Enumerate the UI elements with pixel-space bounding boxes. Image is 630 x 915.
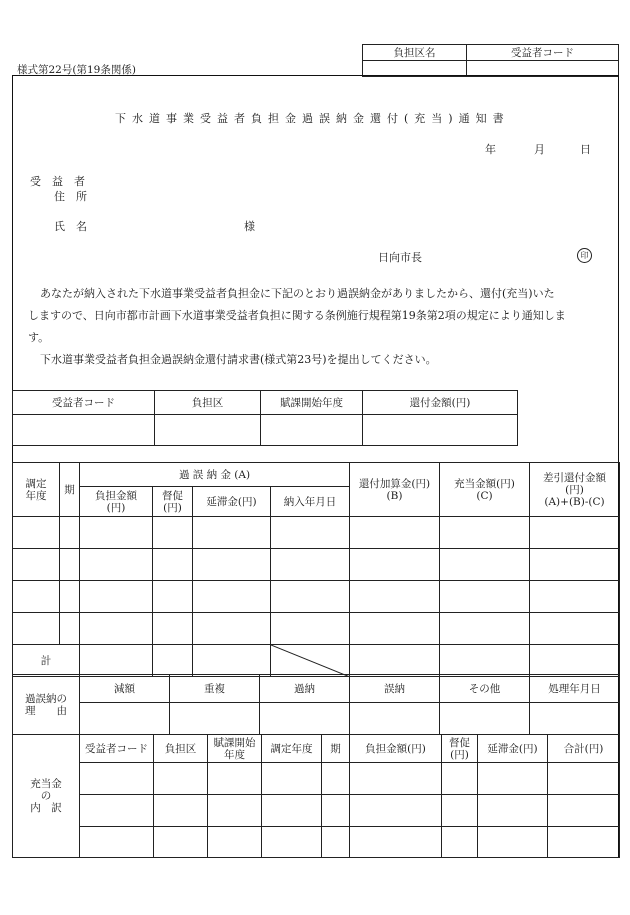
- header-box-label-area: 負担区名: [363, 45, 467, 61]
- cell[interactable]: [80, 795, 154, 827]
- breakdown-header-period: 期: [322, 735, 350, 763]
- table-row: [13, 827, 620, 858]
- summary-cell[interactable]: [261, 415, 363, 446]
- cell[interactable]: [442, 827, 478, 858]
- document-title: 下水道事業受益者負担金過誤納金還付(充当)通知書: [115, 112, 510, 125]
- breakdown-header-charge: 負担金額(円): [350, 735, 442, 763]
- reason-header-overpaid: 過納: [260, 675, 350, 703]
- cell[interactable]: [80, 703, 170, 735]
- subcol-payment-date: 納入年月日: [271, 487, 350, 517]
- notice-line-2: しますので、日向市都市計画下水道事業受益者負担に関する条例施行規程第19条第2項の規定により通知しま: [28, 309, 566, 322]
- cell[interactable]: [350, 549, 440, 581]
- cell[interactable]: [13, 549, 60, 581]
- breakdown-header-late-fee: 延滞金(円): [478, 735, 548, 763]
- cell[interactable]: [80, 645, 153, 677]
- subcol-reminder: 督促 (円): [153, 487, 193, 517]
- cell[interactable]: [60, 613, 80, 645]
- table-row: [13, 581, 620, 613]
- breakdown-header-area: 負担区: [154, 735, 208, 763]
- subcol-charge-amount: 負担金額 (円): [80, 487, 153, 517]
- breakdown-header-start-year: 賦課開始 年度: [208, 735, 262, 763]
- cell[interactable]: [271, 549, 350, 581]
- date-day-label: 日: [580, 143, 591, 156]
- cell[interactable]: [153, 581, 193, 613]
- summary-cell[interactable]: [13, 415, 155, 446]
- cell[interactable]: [350, 517, 440, 549]
- cell[interactable]: [322, 763, 350, 795]
- cell[interactable]: [193, 645, 271, 677]
- breakdown-header-assessment-year: 調定年度: [262, 735, 322, 763]
- cell[interactable]: [153, 549, 193, 581]
- cell[interactable]: [440, 613, 530, 645]
- cell[interactable]: [271, 613, 350, 645]
- reason-header-processed-date: 処理年月日: [530, 675, 620, 703]
- cell[interactable]: [13, 613, 60, 645]
- col-net-refund: 差引還付金額 (円) (A)+(B)-(C): [530, 463, 620, 517]
- cell[interactable]: [440, 703, 530, 735]
- breakdown-table: [12, 734, 620, 858]
- cell[interactable]: [80, 827, 154, 858]
- cell[interactable]: [350, 645, 440, 677]
- col-period: 期: [60, 463, 80, 517]
- cell[interactable]: [170, 703, 260, 735]
- cell[interactable]: [60, 549, 80, 581]
- cell[interactable]: [322, 827, 350, 858]
- cell[interactable]: [442, 795, 478, 827]
- date-year-label: 年: [485, 143, 496, 156]
- cell[interactable]: [350, 795, 442, 827]
- seal-icon: 印: [577, 248, 592, 263]
- date-month-label: 月: [534, 143, 545, 156]
- reason-header-other: その他: [440, 675, 530, 703]
- cell[interactable]: [80, 613, 153, 645]
- col-applied-amount: 充当金額(円) (C): [440, 463, 530, 517]
- notice-line-1: あなたが納入された下水道事業受益者負担金に下記のとおり過誤納金がありましたから、還付(充当)いた: [40, 287, 555, 300]
- breakdown-header-reminder: 督促 (円): [442, 735, 478, 763]
- cell[interactable]: [262, 795, 322, 827]
- cell[interactable]: [548, 827, 620, 858]
- table-row: [13, 613, 620, 645]
- diagonal-line: [271, 645, 350, 677]
- table-row: [13, 763, 620, 795]
- cell[interactable]: [350, 763, 442, 795]
- group-overpayment: 過 誤 納 金 (A): [80, 463, 350, 487]
- cell[interactable]: [193, 517, 271, 549]
- cell[interactable]: [440, 549, 530, 581]
- cell[interactable]: [262, 763, 322, 795]
- diagonal-cell: [271, 645, 350, 677]
- total-row: [13, 645, 620, 677]
- cell[interactable]: [530, 613, 620, 645]
- cell[interactable]: [548, 763, 620, 795]
- table-row: [13, 795, 620, 827]
- cell[interactable]: [262, 827, 322, 858]
- cell[interactable]: [530, 645, 620, 677]
- subcol-late-fee: 延滞金(円): [193, 487, 271, 517]
- cell[interactable]: [80, 581, 153, 613]
- cell[interactable]: [193, 581, 271, 613]
- col-assessment-year: 調定 年度: [13, 463, 60, 517]
- col-refund-addition: 還付加算金(円) (B): [350, 463, 440, 517]
- cell[interactable]: [13, 581, 60, 613]
- cell[interactable]: [478, 763, 548, 795]
- cell[interactable]: [154, 795, 208, 827]
- cell[interactable]: [153, 645, 193, 677]
- cell[interactable]: [153, 517, 193, 549]
- summary-cell[interactable]: [155, 415, 261, 446]
- reason-table: [12, 674, 620, 735]
- cell[interactable]: [208, 827, 262, 858]
- cell[interactable]: [271, 517, 350, 549]
- breakdown-header-total: 合計(円): [548, 735, 620, 763]
- breakdown-label: 充当金 の 内 訳: [13, 735, 80, 858]
- beneficiary-label: 受 益 者: [30, 175, 85, 188]
- cell[interactable]: [350, 703, 440, 735]
- cell[interactable]: [530, 581, 620, 613]
- cell[interactable]: [208, 795, 262, 827]
- cell[interactable]: [530, 549, 620, 581]
- cell[interactable]: [80, 549, 153, 581]
- header-box-label-code: 受益者コード: [467, 45, 619, 61]
- cell[interactable]: [13, 517, 60, 549]
- cell[interactable]: [193, 613, 271, 645]
- cell[interactable]: [153, 613, 193, 645]
- table-row: [13, 549, 620, 581]
- cell[interactable]: [440, 581, 530, 613]
- summary-header-code: 受益者コード: [13, 391, 155, 415]
- cell[interactable]: [440, 517, 530, 549]
- cell[interactable]: [154, 827, 208, 858]
- form-number: 様式第22号(第19条関係): [17, 64, 136, 76]
- cell[interactable]: [193, 549, 271, 581]
- cell[interactable]: [60, 517, 80, 549]
- cell[interactable]: [350, 827, 442, 858]
- summary-header-refund-amount: 還付金額(円): [363, 391, 518, 415]
- summary-header-start-year: 賦課開始年度: [261, 391, 363, 415]
- name-label: 氏 名: [54, 220, 87, 233]
- honorific-label: 様: [244, 220, 255, 233]
- cell[interactable]: [440, 645, 530, 677]
- overpayment-table: [12, 462, 620, 677]
- reason-header-duplicate: 重複: [170, 675, 260, 703]
- cell[interactable]: [154, 763, 208, 795]
- breakdown-header-code: 受益者コード: [80, 735, 154, 763]
- notice-line-4: 下水道事業受益者負担金過誤納金還付請求書(様式第23号)を提出してください。: [40, 353, 437, 366]
- table-row: [13, 517, 620, 549]
- header-code-box: [362, 44, 619, 77]
- cell[interactable]: [260, 703, 350, 735]
- cell[interactable]: [60, 581, 80, 613]
- cell[interactable]: [478, 827, 548, 858]
- reason-header-mispaid: 誤納: [350, 675, 440, 703]
- cell[interactable]: [442, 763, 478, 795]
- summary-cell[interactable]: [363, 415, 518, 446]
- issuer-title: 日向市長: [378, 251, 422, 264]
- cell[interactable]: [548, 795, 620, 827]
- cell[interactable]: [478, 795, 548, 827]
- cell[interactable]: [80, 763, 154, 795]
- cell[interactable]: [322, 795, 350, 827]
- cell[interactable]: [80, 517, 153, 549]
- total-label: 計: [13, 645, 80, 677]
- cell[interactable]: [271, 581, 350, 613]
- cell[interactable]: [530, 703, 620, 735]
- notice-line-3: す。: [28, 331, 50, 344]
- reason-header-reduction: 減額: [80, 675, 170, 703]
- address-label: 住 所: [54, 190, 87, 203]
- cell[interactable]: [530, 517, 620, 549]
- reason-label: 過誤納の 理 由: [13, 675, 80, 735]
- cell[interactable]: [350, 613, 440, 645]
- cell[interactable]: [350, 581, 440, 613]
- summary-table: [12, 390, 518, 446]
- summary-header-area: 負担区: [155, 391, 261, 415]
- cell[interactable]: [208, 763, 262, 795]
